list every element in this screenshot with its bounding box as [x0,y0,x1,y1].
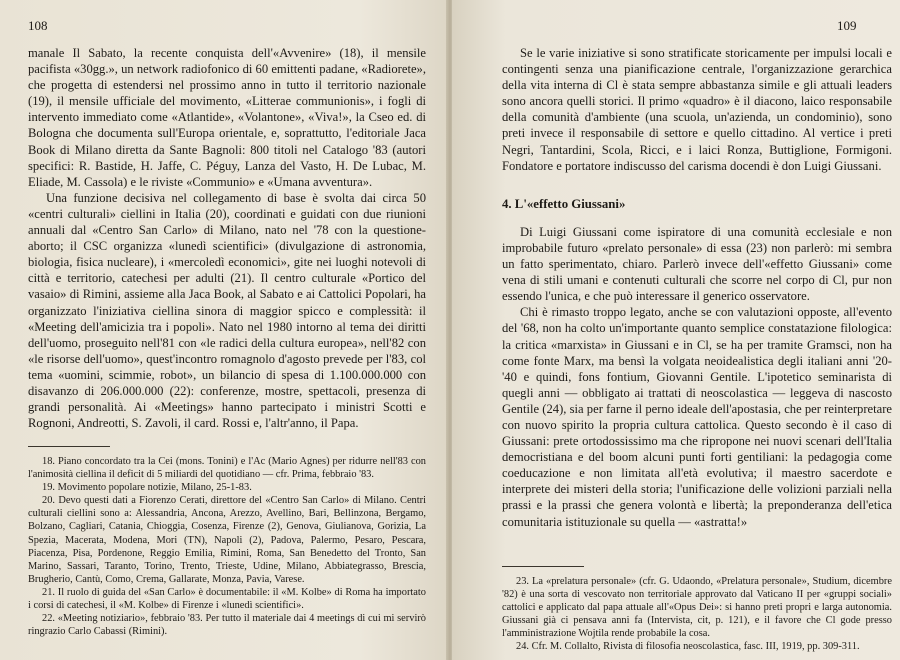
paragraph: Una funzione decisiva nel collegamento di base è svolta dai circa 50 «centri culturali» ciellini in Italia (20), coordinati e guidati con due riunioni annuali dal «Centro San Carlo» di Milano, nato nel '78 con la questione-aborto; il CSC organizza «lunedì scientifici» (divulgazione di astronomia, biologia, fisica nucleare), i «mercoledì economici», gite nei luoghi notevoli di città e territorio, catechesi per adulti (21). Il centro culturale «Portico del vasaio» di Rimini, assieme alla Jaca Book, al Sabato e ai Cattolici Popolari, ha organizzato l'iniziativa ciellina sinora di maggior spicco e complessità: il «Meeting dell'amicizia tra i popoli». Nato nel 1980 intorno al tema dei diritti dell'uomo, proseguito nell'81 con «le radici della cultura europea», nell'82 con «le risorse dell'uomo», quest'incontro romagnolo d'agosto prevede per l'83, col tema «uomini, scimmie, robot», un bilancio di spesa di 1.100.000.000 con disavanzo di 206.000.000 (22): conferenze, mostre, spettacoli, presenza di grandi personalità. Ai «Meetings» hanno partecipato i ministri Scotti e Rognoni, Andreotti, S. Zavoli, il card. Rossi e, l'altr'anno, il Papa. [28,190,426,431]
right-page [452,0,900,660]
paragraph: Di Luigi Giussani come ispiratore di una comunità ecclesiale e non improbabile futuro «prelato personale» di essa (23) non parlerò: mi sembra un fatto sperimentato, chiaro. Parlerò invece dell'«effetto Giussani» come vena di stili umani e contenuti culturali che scorre nel corpo di Cl, pur non essendo l'unica, e che può interessare il generico osservatore. [502,224,892,304]
footnote: 19. Movimento popolare notizie, Milano, 25-1-83. [42,482,252,494]
section-title: 4. L'«effetto Giussani» [502,196,626,211]
paragraph: Chi è rimasto troppo legato, anche se con valutazioni opposte, all'evento del '68, non ha colto un'importante quanto semplice constatazione filologica: la critica «marxista» in Giussani e in Cl, se ha per tramite Gramsci, non ha come fonte Marx, ma bensì la volgata neoidealistica degli italiani anni '20-'40 e quindi, fons fontium, Giovanni Gentile. L'ipotetico seminarista di quegli anni — obbligato ai trattati di neoscolastica — leggeva di nascosto Gentile (24), sia per farne il perno ideale dell'apostasia, che per reinterpretare con nuovo spirito la propria cultura cattolica. Questo secondo è il caso di Giussani: prete ortodossissimo ma che ripropone nei nuovi scenari dell'Italia democristiana e del boom alcuni punti forti gentiliani: la pedagogia come coeducazione e non limitata all'età evolutiva; il maestro sacerdote e interprete dei misteri della storia; l'unificazione delle volizioni parziali nella prassi e la prassi che genera volontà e libertà; la preponderanza dell'etica comunitaria istituzionale su quella — «astratta!» [502,305,892,529]
footnote: 18. Piano concordato tra la Cei (mons. Tonini) e l'Ac (Mario Agnes) per ridurre nell'83 con l'animosità ciellina il deficit di 5 miliardi del quotidiano — cfr. Prima, febbraio '83. [28,456,426,481]
page-number: 109 [837,18,857,33]
footnotes [502,575,892,654]
footnote: 22. «Meeting notiziario», febbraio '83. Per tutto il materiale dai 4 meetings di cui mi servirò ringrazio Carlo Cabassi (Rimini). [28,613,426,638]
main-text [28,45,426,431]
paragraph: Se le varie iniziative si sono stratificate storicamente per impulsi locali e contingenti senza una pianificazione centrale, l'organizzazione gerarchica della vita interna di Cl è stata sempre abbastanza simile e gli attuali leaders sono ancora quelli storici. Il primo «quadro» è il diacono, laico responsabile della comunità d'ambiente (una scuola, un'azienda, un condominio), sono preti invece il responsabile di settore e quello cittadino. Al vertice i preti Negri, Tantardini, Scola, Ricci, e i laici Ronza, Buttiglione, Formigoni. Fondatore e portatore indiscusso del carisma docendi è don Luigi Giussani. [502,46,892,173]
left-page [0,0,448,660]
footnote: 24. Cfr. M. Collalto, Rivista di filosofia neoscolastica, fasc. III, 1919, pp. 309-311. [516,641,860,653]
main-text [502,45,892,530]
footnote: 21. Il ruolo di guida del «San Carlo» è documentabile: il «M. Kolbe» di Roma ha importato i corsi di catechesi, il «M. Kolbe» di Firenze i «lunedì scientifici». [28,586,426,612]
footnote: 23. La «prelatura personale» (cfr. G. Udaondo, «Prelatura personale», Studium, dicembre '82) è una sorta di vescovato non territoriale approvato dal Vaticano II per «gruppi sociali» cattolici e applicato dal papa attuale all'«Opus Dei»: si hanno preti propri e larga autonomia. Giussani già ci pensava anni fa (Intervista, cit, p. 121), e il favore che Cl gode presso l'amministrazione Wojtila rende probabile la cosa. [502,576,892,640]
footnote-rule [28,446,110,447]
footnote-rule [502,566,584,567]
paragraph: manale Il Sabato, la recente conquista dell'«Avvenire» (18), il mensile pacifista «30gg.», un network radiofonico di 60 emittenti padane, «Radiorete», che progetta di estendersi nel prossimo anno in tutto il territorio nazionale (19), il mensile ufficiale del movimento, «Litterae communionis», i fogli di intervento immediato come «Atlantide», «Volantone», «Viva!», la Cseo ed. di Bologna che documenta sull'Europa orientale, e, soprattutto, l'editoriale Jaca Book di Milano diretta da Sante Bagnoli: 800 titoli nel Catalogo '83 (autori specifici: R. Bastide, H. Jaffe, C. Péguy, Lanza del Vasto, H. De Lubac, M. Eliade, M. Cassola) e le riviste «Communio» e «Umana avventura». [28,46,426,189]
footnote: 20. Devo questi dati a Fiorenzo Cerati, direttore del «Centro San Carlo» di Milano. Centri culturali ciellini sono a: Alessandria, Ancona, Arezzo, Avellino, Bari, Bellinzona, Bergamo, Bolzano, Cagliari, Catania, Chioggia, Cosenza, Firenze (2), Genova, Giulianova, Gorizia, La Spezia, Macerata, Modena, Mori (TN), Napoli (2), Padova, Palermo, Pesaro, Pescara, Piacenza, Pisa, Pordenone, Reggio Emilia, Rimini, Roma, San Benedetto del Tronto, San Marino, Sassari, Taranto, Torino, Trento, Trieste, Udine, Milano, Abbiategrasso, Brescia, Brugherio, Cantù, Como, Crema, Gallarate, Monza, Pavia, Varese. [28,495,426,585]
page-number: 108 [28,18,48,33]
footnotes [28,455,426,638]
